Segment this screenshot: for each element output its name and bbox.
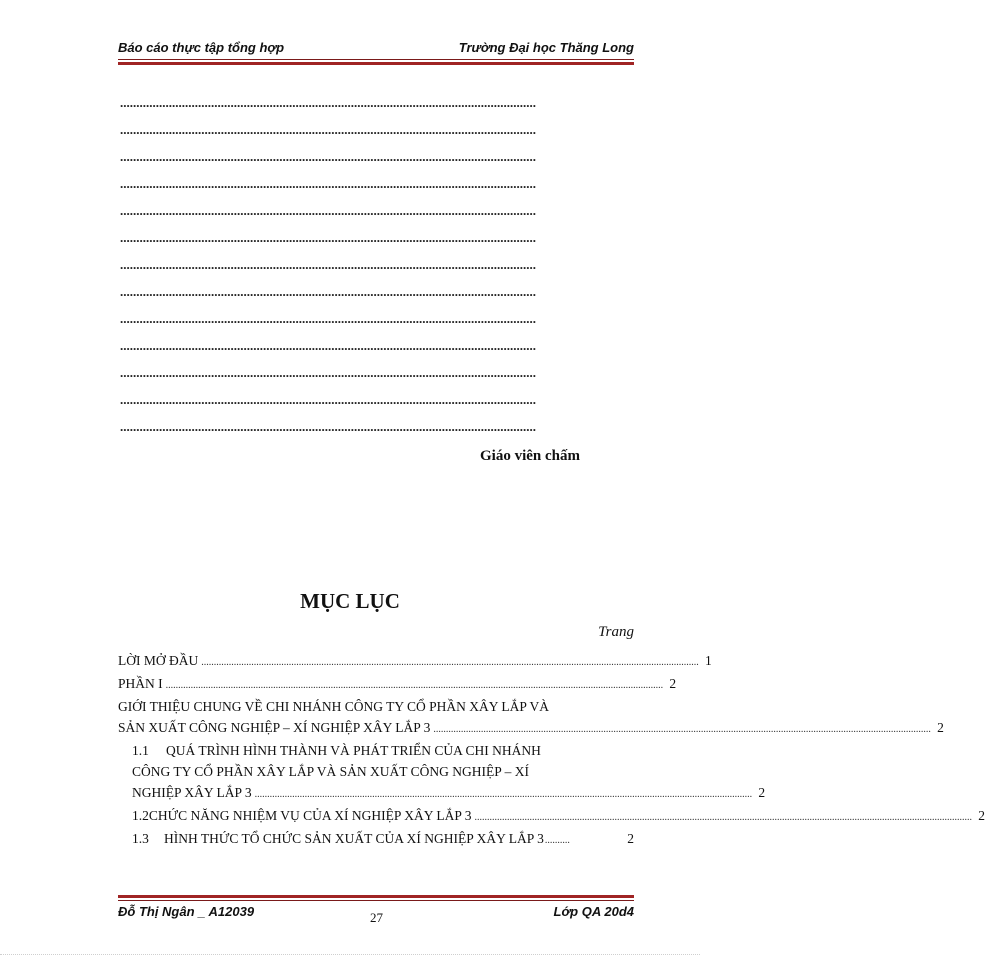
toc-entry-text: CHỨC NĂNG NHIỆM VỤ CỦA XÍ NGHIỆP XÂY LẮP 3 [148, 808, 472, 823]
toc-entry[interactable] [118, 650, 712, 673]
toc-entry-number: 1.2 [132, 808, 149, 823]
comment-line: ................................................................................................................................ [120, 311, 536, 326]
toc-entry-text: NGHIỆP XÂY LẮP 3 [132, 785, 252, 800]
footer-class: Lớp QA 20d4 [553, 904, 634, 919]
comment-line: ................................................................................................................................ [120, 230, 536, 245]
toc-entry[interactable] [118, 673, 677, 696]
toc-leader: .......... [544, 835, 570, 846]
comment-line: ................................................................................................................................ [120, 284, 536, 299]
comment-lines [120, 96, 618, 447]
toc-title: MỤC LỤC [300, 589, 400, 613]
table-of-contents [118, 650, 985, 851]
toc-entry[interactable] [118, 805, 985, 828]
toc-entry[interactable] [118, 696, 944, 740]
toc-leader: ....................................................................................................................................................................................................... [254, 789, 753, 800]
toc-page-column-label: Trang [598, 624, 634, 640]
footer-rule [118, 895, 634, 901]
comment-line: ................................................................................................................................ [120, 392, 536, 407]
toc-entry[interactable] [118, 740, 766, 805]
page-footer [118, 904, 634, 926]
toc-entry-text: GIỚI THIỆU CHUNG VỀ CHI NHÁNH CÔNG TY CỔ PHẦN XÂY LẮP VÀ [118, 699, 549, 714]
grader-label: Giáo viên chấm [480, 448, 580, 464]
comment-line: ................................................................................................................................ [120, 95, 536, 110]
page-header [118, 40, 634, 60]
page-edge [0, 954, 700, 955]
toc-entry-page: 1 [705, 653, 712, 668]
toc-entry-number: 1.1 [132, 743, 149, 758]
toc-entry-page: 2 [937, 720, 944, 735]
header-rule [118, 59, 634, 65]
toc-leader: ....................................................................................................................................................................................................... [201, 657, 699, 668]
toc-leader: ....................................................................................................................................................................................................... [165, 680, 664, 691]
comment-line: ................................................................................................................................ [120, 257, 536, 272]
toc-entry-page: 2 [758, 785, 766, 800]
toc-entry-text: SẢN XUẤT CÔNG NGHIỆP – XÍ NGHIỆP XÂY LẮP 3 [118, 720, 431, 735]
toc-entry-text: PHẦN I [118, 676, 163, 691]
toc-entry-text: HÌNH THỨC TỔ CHỨC SẢN XUẤT CỦA XÍ NGHIỆP XÂY LẮP 3 [164, 831, 544, 846]
toc-entry-page: 2 [627, 831, 634, 846]
footer-author: Đỗ Thị Ngân _ A12039 [118, 904, 255, 919]
comment-line: ................................................................................................................................ [120, 338, 536, 353]
comment-line: ................................................................................................................................ [120, 365, 536, 380]
header-university: Trường Đại học Thăng Long [458, 40, 634, 55]
footer-page-number: 27 [370, 910, 383, 925]
toc-leader: ....................................................................................................................................................................................................... [433, 724, 931, 735]
comment-line: ................................................................................................................................ [120, 419, 536, 434]
toc-entry[interactable] [118, 828, 634, 851]
toc-entry-text: QUÁ TRÌNH HÌNH THÀNH VÀ PHÁT TRIỂN CỦA CHI NHÁNH [166, 743, 541, 758]
comment-line: ................................................................................................................................ [120, 122, 536, 137]
toc-entry-text: CÔNG TY CỔ PHẦN XÂY LẮP VÀ SẢN XUẤT CÔNG NGHIỆP – XÍ [132, 764, 530, 779]
header-report-title: Báo cáo thực tập tổng hợp [118, 40, 285, 55]
comment-line: ................................................................................................................................ [120, 149, 536, 164]
comment-line: ................................................................................................................................ [120, 176, 536, 191]
toc-entry-text: LỜI MỞ ĐẦU [118, 653, 199, 668]
toc-entry-number: 1.3 [132, 831, 149, 846]
toc-leader: ....................................................................................................................................................................................................... [474, 812, 972, 823]
toc-entry-page: 2 [669, 676, 677, 691]
toc-entry-page: 2 [978, 808, 985, 823]
comment-line: ................................................................................................................................ [120, 203, 536, 218]
